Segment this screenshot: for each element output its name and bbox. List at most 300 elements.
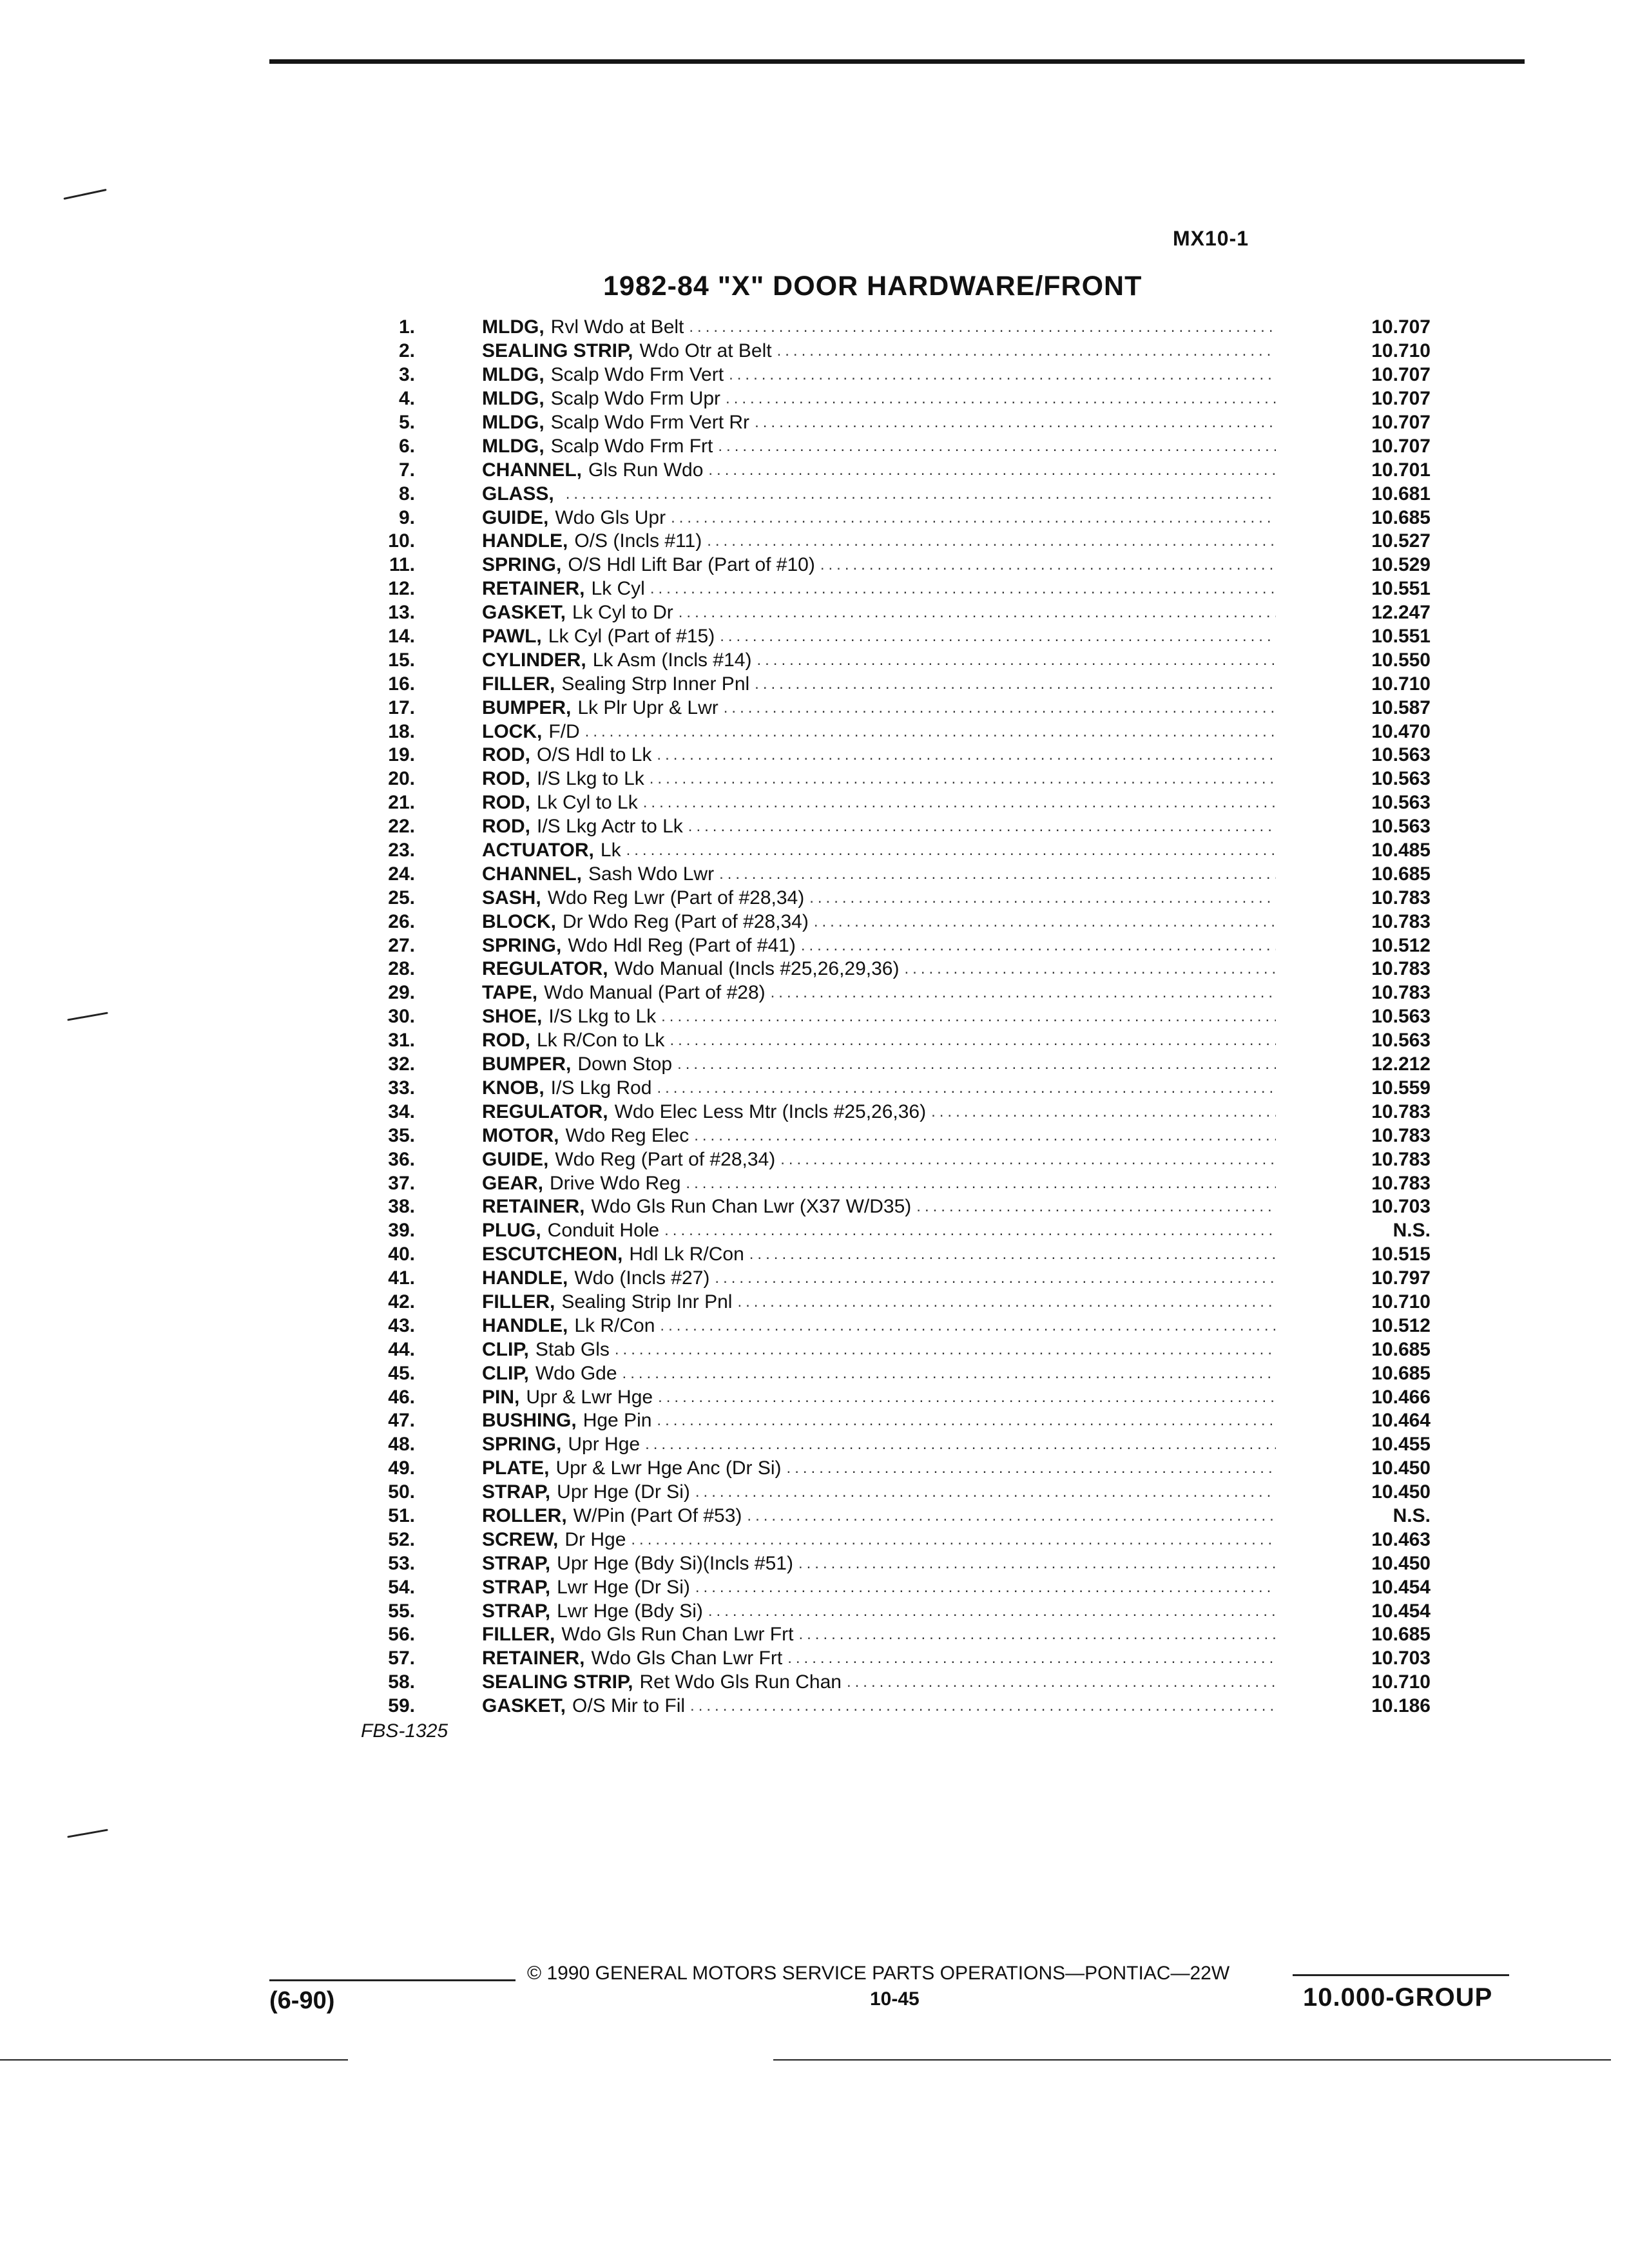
page-number: 10-45	[870, 1988, 920, 2010]
group-number: 10.466	[1371, 1386, 1431, 1408]
part-number: 49.	[388, 1457, 415, 1479]
group-number: 10.783	[1371, 1100, 1431, 1122]
group-number: 10.454	[1371, 1600, 1431, 1622]
part-name: GASKET,	[482, 1695, 566, 1717]
group-number: 10.701	[1371, 459, 1431, 481]
dot-leader	[666, 509, 1276, 527]
group-number: 10.563	[1371, 792, 1431, 814]
part-row	[361, 1599, 1431, 1623]
part-row	[361, 648, 1431, 672]
part-number: 25.	[388, 887, 415, 908]
dot-leader	[640, 1436, 1276, 1454]
group-number: 10.454	[1371, 1576, 1431, 1598]
part-number: 5.	[398, 412, 415, 433]
dot-leader	[713, 437, 1276, 456]
part-number: 14.	[388, 626, 415, 648]
part-description	[482, 1315, 1276, 1337]
part-row	[361, 767, 1431, 791]
part-description	[482, 1648, 1276, 1669]
group-number: 10.685	[1371, 506, 1431, 528]
dot-leader	[899, 960, 1276, 978]
part-detail: Dr Wdo Reg (Part of #28,34)	[563, 910, 809, 932]
part-name: SASH,	[482, 887, 541, 908]
part-description	[482, 1624, 1276, 1646]
part-row	[361, 696, 1431, 720]
part-number: 47.	[388, 1410, 415, 1432]
part-description	[482, 483, 1276, 505]
part-row	[361, 1647, 1431, 1671]
part-name: CHANNEL,	[482, 459, 582, 481]
part-row	[361, 791, 1431, 815]
part-detail: Wdo Gls Run Chan Lwr (X37 W/D35)	[591, 1196, 912, 1218]
dot-leader	[655, 1317, 1276, 1335]
group-number: 10.551	[1371, 626, 1431, 648]
part-number: 40.	[388, 1244, 415, 1265]
part-number: 46.	[388, 1386, 415, 1408]
dot-leader	[749, 675, 1276, 693]
part-number: 8.	[398, 483, 415, 505]
part-row	[361, 340, 1431, 363]
group-number: 10.563	[1371, 1030, 1431, 1052]
part-detail: Stab Gls	[535, 1338, 610, 1360]
part-description	[482, 816, 1276, 838]
part-description	[482, 436, 1276, 457]
part-row	[361, 1219, 1431, 1243]
part-description	[482, 1101, 1276, 1123]
part-name: FILLER,	[482, 1624, 555, 1646]
part-description	[482, 1363, 1276, 1385]
part-name: ROD,	[482, 744, 530, 766]
part-number: 23.	[388, 840, 415, 861]
part-description	[482, 1291, 1276, 1313]
group-label: 10.000-GROUP	[1303, 1983, 1493, 2012]
part-name: STRAP,	[482, 1481, 551, 1503]
part-number: 36.	[388, 1148, 415, 1170]
part-description	[482, 1267, 1276, 1289]
part-name: ROD,	[482, 816, 530, 838]
part-row	[361, 1385, 1431, 1409]
dot-leader	[680, 1175, 1276, 1193]
part-description	[482, 1600, 1276, 1622]
part-row	[361, 1457, 1431, 1481]
group-number: 10.707	[1371, 412, 1431, 433]
group-number: 10.703	[1371, 1196, 1431, 1218]
part-number: 21.	[388, 792, 415, 814]
group-number: 10.186	[1371, 1695, 1431, 1717]
part-name: SPRING,	[482, 934, 562, 956]
part-detail: Lk R/Con	[574, 1314, 655, 1336]
part-name: SCREW,	[482, 1528, 559, 1550]
part-detail: W/Pin (Part Of #53)	[573, 1504, 742, 1526]
part-number: 32.	[388, 1053, 415, 1075]
part-description	[482, 1339, 1276, 1361]
page-title: 1982-84 "X" DOOR HARDWARE/FRONT	[603, 271, 1142, 302]
dot-leader	[724, 366, 1276, 384]
part-number: 26.	[388, 910, 415, 932]
part-detail: Lwr Hge (Bdy Si)	[557, 1600, 703, 1622]
group-number: 10.587	[1371, 697, 1431, 718]
part-description	[482, 840, 1276, 861]
part-row	[361, 1695, 1431, 1718]
part-number: 24.	[388, 863, 415, 885]
part-row	[361, 957, 1431, 981]
part-row	[361, 1314, 1431, 1338]
part-name: RETAINER,	[482, 578, 585, 600]
part-row	[361, 363, 1431, 387]
part-row	[361, 1124, 1431, 1148]
parts-list	[361, 316, 1431, 1718]
part-name: TAPE,	[482, 982, 538, 1004]
part-description	[482, 340, 1276, 362]
part-row	[361, 1338, 1431, 1361]
dot-leader	[720, 390, 1276, 408]
part-row	[361, 1148, 1431, 1171]
part-description	[482, 744, 1276, 766]
group-number: N.S.	[1393, 1504, 1431, 1526]
part-number: 48.	[388, 1434, 415, 1456]
dot-leader	[580, 723, 1276, 741]
group-number: 10.681	[1371, 483, 1431, 505]
dot-leader	[656, 1008, 1276, 1026]
part-row	[361, 458, 1431, 482]
part-name: KNOB,	[482, 1077, 545, 1099]
part-detail: Lk Cyl to Dr	[572, 602, 673, 624]
part-row	[361, 744, 1431, 767]
part-detail: Hdl Lk R/Con	[629, 1244, 744, 1265]
dot-leader	[621, 841, 1276, 860]
part-description	[482, 1529, 1276, 1551]
part-name: SHOE,	[482, 1006, 543, 1028]
part-row	[361, 672, 1431, 696]
part-description	[482, 982, 1276, 1004]
part-description	[482, 578, 1276, 600]
part-name: GEAR,	[482, 1172, 544, 1194]
part-name: ROD,	[482, 1030, 530, 1052]
part-number: 51.	[388, 1504, 415, 1526]
part-row	[361, 1100, 1431, 1124]
group-number: 10.563	[1371, 768, 1431, 790]
part-row	[361, 1029, 1431, 1053]
part-row	[361, 1243, 1431, 1267]
part-detail: Sash Wdo Lwr	[588, 863, 715, 885]
part-name: SEALING STRIP,	[482, 1671, 633, 1693]
part-number: 13.	[388, 602, 415, 624]
part-row	[361, 316, 1431, 340]
dot-leader	[610, 1341, 1276, 1359]
group-number: 10.797	[1371, 1267, 1431, 1289]
part-detail: Wdo Otr at Belt	[639, 340, 772, 362]
part-detail: Scalp Wdo Frm Vert Rr	[550, 412, 750, 433]
dot-leader	[782, 1649, 1276, 1667]
part-row	[361, 981, 1431, 1005]
part-description	[482, 459, 1276, 481]
part-description	[482, 1671, 1276, 1693]
part-number: 55.	[388, 1600, 415, 1622]
part-number: 57.	[388, 1648, 415, 1669]
group-number: 12.212	[1371, 1053, 1431, 1075]
part-number: 45.	[388, 1362, 415, 1384]
part-detail: Wdo Gde	[535, 1362, 617, 1384]
part-detail: Dr Hge	[564, 1528, 626, 1550]
part-detail: Rvl Wdo at Belt	[550, 316, 684, 338]
part-number: 59.	[388, 1695, 415, 1717]
margin-mark	[67, 1012, 108, 1021]
dot-leader	[626, 1531, 1276, 1549]
part-number: 20.	[388, 768, 415, 790]
part-row	[361, 1077, 1431, 1100]
part-detail: Upr & Lwr Hge Anc (Dr Si)	[555, 1457, 782, 1479]
part-row	[361, 625, 1431, 649]
dot-leader	[683, 818, 1276, 836]
part-detail: Wdo Elec Less Mtr (Incls #25,26,36)	[614, 1100, 927, 1122]
part-number: 34.	[388, 1100, 415, 1122]
dot-leader	[651, 746, 1276, 764]
part-name: MOTOR,	[482, 1124, 559, 1146]
part-name: BUMPER,	[482, 1053, 572, 1075]
part-row	[361, 1481, 1431, 1504]
part-number: 18.	[388, 720, 415, 742]
part-name: BLOCK,	[482, 910, 556, 932]
part-description	[482, 1125, 1276, 1147]
part-number: 9.	[398, 506, 415, 528]
part-number: 17.	[388, 697, 415, 718]
part-detail: O/S Hdl to Lk	[537, 744, 652, 766]
part-detail: Lwr Hge (Dr Si)	[557, 1576, 690, 1598]
part-number: 58.	[388, 1671, 415, 1693]
part-name: ESCUTCHEON,	[482, 1244, 623, 1265]
dot-leader	[926, 1103, 1276, 1121]
part-name: GLASS,	[482, 483, 554, 505]
part-detail: I/S Lkg to Lk	[548, 1006, 657, 1028]
group-number: 10.783	[1371, 1148, 1431, 1170]
part-description	[482, 673, 1276, 695]
part-description	[482, 1173, 1276, 1195]
group-number: 10.470	[1371, 720, 1431, 742]
dot-leader	[742, 1507, 1276, 1525]
part-detail: Wdo Manual (Part of #28)	[544, 982, 766, 1004]
footer-rule-right	[1293, 1974, 1509, 1976]
dot-leader	[793, 1555, 1276, 1573]
part-row	[361, 577, 1431, 601]
part-description	[482, 1006, 1276, 1028]
group-number: 10.783	[1371, 910, 1431, 932]
part-detail: Wdo Reg Lwr (Part of #28,34)	[547, 887, 805, 908]
margin-mark	[67, 1829, 108, 1838]
part-detail: Wdo Gls Upr	[555, 506, 666, 528]
part-name: MLDG,	[482, 435, 545, 457]
group-number: 10.515	[1371, 1244, 1431, 1265]
part-description	[482, 1053, 1276, 1075]
part-number: 19.	[388, 744, 415, 766]
part-name: HANDLE,	[482, 530, 568, 552]
part-number: 11.	[389, 554, 415, 576]
dot-leader	[751, 651, 1276, 669]
part-row	[361, 1528, 1431, 1552]
dot-leader	[772, 342, 1276, 360]
part-description	[482, 911, 1276, 933]
dot-leader	[749, 414, 1276, 432]
part-description	[482, 507, 1276, 529]
part-row	[361, 482, 1431, 506]
part-name: PLUG,	[482, 1220, 541, 1242]
revision-date: (6-90)	[269, 1987, 335, 2014]
page-id: MX10-1	[1173, 227, 1249, 250]
group-number: N.S.	[1393, 1220, 1431, 1242]
dot-leader	[690, 1579, 1276, 1597]
part-detail: Ret Wdo Gls Run Chan	[639, 1671, 842, 1693]
dot-leader	[664, 1032, 1276, 1050]
part-description	[482, 1244, 1276, 1265]
part-description	[482, 364, 1276, 386]
part-name: CHANNEL,	[482, 863, 582, 885]
part-row	[361, 1504, 1431, 1528]
part-name: BUMPER,	[482, 697, 572, 718]
dot-leader	[644, 770, 1276, 788]
dot-leader	[703, 1602, 1276, 1620]
part-detail: F/D	[548, 720, 580, 742]
dot-leader	[804, 889, 1276, 907]
part-description	[482, 1196, 1276, 1218]
part-detail: Sealing Strip Inr Pnl	[561, 1291, 733, 1312]
part-description	[482, 412, 1276, 434]
part-name: STRAP,	[482, 1576, 551, 1598]
part-number: 4.	[398, 388, 415, 410]
part-row	[361, 934, 1431, 957]
part-description	[482, 602, 1276, 624]
part-number: 44.	[388, 1338, 415, 1360]
part-number: 31.	[388, 1030, 415, 1052]
part-detail: O/S (Incls #11)	[574, 530, 702, 552]
part-detail: Lk Plr Upr & Lwr	[577, 697, 718, 718]
part-name: STRAP,	[482, 1600, 551, 1622]
dot-leader	[659, 1222, 1276, 1240]
dot-leader	[782, 1459, 1276, 1477]
part-name: GUIDE,	[482, 506, 549, 528]
group-number: 10.527	[1371, 530, 1431, 552]
group-number: 10.551	[1371, 578, 1431, 600]
part-number: 6.	[398, 435, 415, 457]
part-row	[361, 1267, 1431, 1291]
part-description	[482, 958, 1276, 980]
part-description	[482, 887, 1276, 909]
part-number: 29.	[388, 982, 415, 1004]
dot-leader	[796, 937, 1276, 955]
part-row	[361, 411, 1431, 435]
part-name: SPRING,	[482, 1434, 562, 1456]
part-detail: Hge Pin	[583, 1410, 652, 1432]
dot-leader	[651, 1079, 1276, 1097]
part-description	[482, 649, 1276, 671]
part-row	[361, 387, 1431, 411]
part-row	[361, 530, 1431, 553]
margin-mark	[63, 189, 106, 200]
dot-leader	[732, 1293, 1276, 1311]
part-row	[361, 1623, 1431, 1647]
part-detail: Upr & Lwr Hge	[526, 1386, 653, 1408]
part-number: 50.	[388, 1481, 415, 1503]
group-number: 10.550	[1371, 649, 1431, 671]
part-number: 15.	[388, 649, 415, 671]
dot-leader	[690, 1483, 1276, 1501]
group-number: 10.707	[1371, 364, 1431, 386]
group-number: 10.563	[1371, 744, 1431, 766]
part-detail: I/S Lkg to Lk	[537, 768, 644, 790]
part-name: REGULATOR,	[482, 958, 608, 980]
dot-leader	[638, 794, 1276, 812]
part-name: SEALING STRIP,	[482, 340, 633, 362]
part-number: 27.	[388, 934, 415, 956]
part-row	[361, 1291, 1431, 1314]
part-description	[482, 1220, 1276, 1242]
group-number: 12.247	[1371, 602, 1431, 624]
part-name: ACTUATOR,	[482, 840, 594, 861]
dot-leader	[561, 485, 1276, 503]
part-name: CLIP,	[482, 1338, 529, 1360]
part-description	[482, 1457, 1276, 1479]
part-number: 38.	[388, 1196, 415, 1218]
part-row	[361, 720, 1431, 744]
part-detail: Lk Cyl (Part of #15)	[548, 626, 715, 648]
group-number: 10.450	[1371, 1481, 1431, 1503]
group-number: 10.685	[1371, 1362, 1431, 1384]
part-name: MLDG,	[482, 316, 545, 338]
part-description	[482, 1695, 1276, 1717]
figure-reference: FBS-1325	[361, 1720, 448, 1742]
part-detail: I/S Lkg Rod	[550, 1077, 652, 1099]
part-detail: Upr Hge	[568, 1434, 641, 1456]
part-description	[482, 1077, 1276, 1099]
bottom-edge-rule	[773, 2059, 1611, 2061]
part-description	[482, 1434, 1276, 1456]
group-number: 10.710	[1371, 340, 1431, 362]
part-description	[482, 1553, 1276, 1575]
dot-leader	[645, 580, 1276, 598]
part-number: 56.	[388, 1624, 415, 1646]
part-detail: Wdo Gls Run Chan Lwr Frt	[561, 1624, 794, 1646]
part-description	[482, 530, 1276, 552]
part-description	[482, 388, 1276, 410]
dot-leader	[718, 699, 1276, 717]
part-name: CYLINDER,	[482, 649, 586, 671]
part-name: ROLLER,	[482, 1504, 567, 1526]
part-name: GASKET,	[482, 602, 566, 624]
dot-leader	[617, 1365, 1276, 1383]
dot-leader	[766, 984, 1276, 1002]
part-detail: Wdo Hdl Reg (Part of #41)	[568, 934, 796, 956]
part-row	[361, 1005, 1431, 1029]
part-detail: Upr Hge (Dr Si)	[557, 1481, 690, 1503]
part-description	[482, 1410, 1276, 1432]
dot-leader	[672, 1055, 1276, 1073]
dot-leader	[793, 1626, 1276, 1644]
part-detail: Scalp Wdo Frm Upr	[550, 388, 721, 410]
part-name: MLDG,	[482, 364, 545, 386]
part-name: MLDG,	[482, 412, 545, 433]
part-detail: O/S Hdl Lift Bar (Part of #10)	[568, 554, 815, 576]
group-number: 10.707	[1371, 435, 1431, 457]
part-description	[482, 1149, 1276, 1171]
part-number: 43.	[388, 1314, 415, 1336]
part-description	[482, 1577, 1276, 1599]
part-name: REGULATOR,	[482, 1100, 608, 1122]
part-detail: Gls Run Wdo	[588, 459, 704, 481]
part-number: 53.	[388, 1552, 415, 1574]
part-description	[482, 626, 1276, 648]
part-name: SPRING,	[482, 554, 562, 576]
part-name: PAWL,	[482, 626, 542, 648]
part-name: ROD,	[482, 792, 530, 814]
part-number: 28.	[388, 958, 415, 980]
